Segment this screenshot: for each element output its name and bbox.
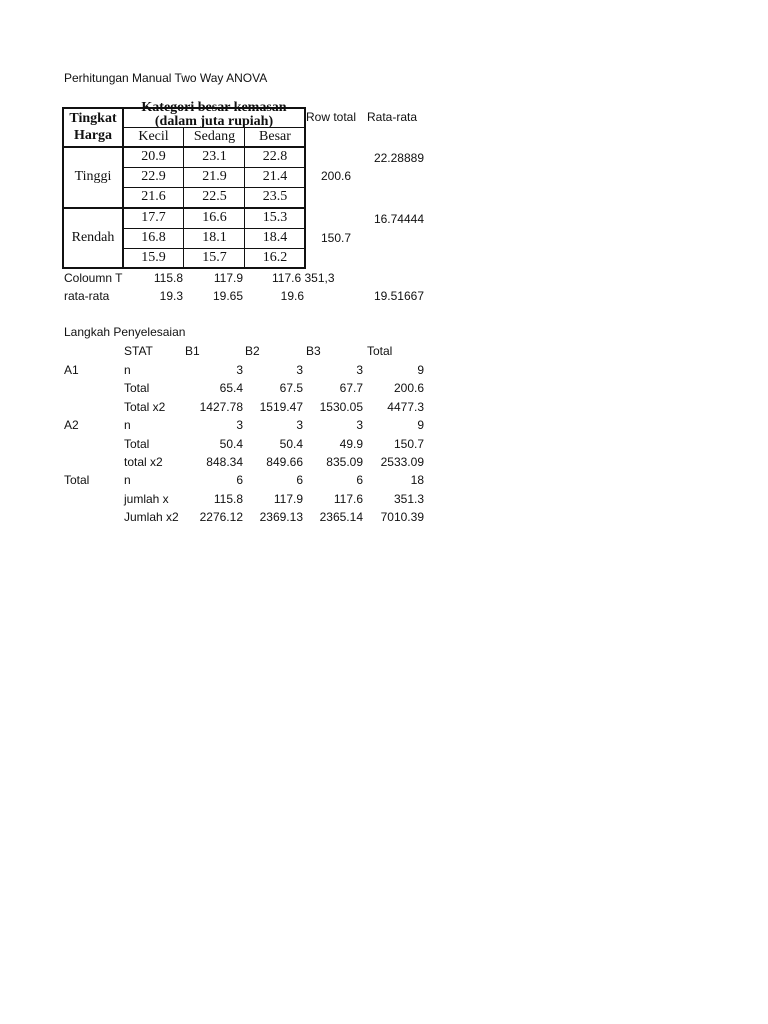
langkah-value: 848.34 bbox=[206, 455, 243, 469]
langkah-value: 6 bbox=[356, 473, 363, 487]
langkah-value: 3 bbox=[236, 363, 243, 377]
table-cell: 16.6 bbox=[202, 210, 227, 225]
table-cell: 15.3 bbox=[262, 210, 288, 225]
langkah-value: 3 bbox=[296, 363, 303, 377]
grand-rata-rata: 19.51667 bbox=[373, 289, 424, 303]
langkah-stat: total x2 bbox=[124, 455, 163, 469]
langkah-value: 2365.14 bbox=[319, 510, 363, 524]
langkah-value: 2276.12 bbox=[199, 510, 243, 524]
table-cell: 21.4 bbox=[262, 169, 288, 184]
header-kecil: Kecil bbox=[138, 129, 169, 144]
rata-row-sedang: 19.65 bbox=[212, 289, 243, 303]
langkah-value: 3 bbox=[296, 418, 303, 432]
table-cell: 23.5 bbox=[262, 189, 288, 204]
table-divider-col1 bbox=[183, 127, 184, 268]
langkah-value: 2369.13 bbox=[259, 510, 303, 524]
table-cell: 18.4 bbox=[262, 230, 288, 245]
langkah-value: 1519.47 bbox=[259, 400, 303, 414]
table-cell: 16.2 bbox=[262, 250, 288, 265]
langkah-value: 67.7 bbox=[339, 381, 363, 395]
langkah-header-stat: STAT bbox=[124, 344, 153, 358]
langkah-value: 6 bbox=[296, 473, 303, 487]
row-total-label: Row total bbox=[306, 110, 357, 124]
header-kategori bbox=[124, 101, 304, 129]
header-harga: Harga bbox=[73, 128, 113, 143]
header-tingkat: Tingkat bbox=[69, 111, 117, 126]
table-cell: 22.5 bbox=[202, 189, 227, 204]
langkah-value: 849.66 bbox=[266, 455, 303, 469]
langkah-value: 1427.78 bbox=[199, 400, 243, 414]
langkah-value: 7010.39 bbox=[380, 510, 424, 524]
table-cell: 18.1 bbox=[202, 230, 227, 245]
langkah-value: 50.4 bbox=[219, 437, 243, 451]
langkah-value: 117.6 bbox=[333, 492, 363, 506]
langkah-stat: n bbox=[124, 418, 131, 432]
table-border-bottom bbox=[62, 267, 306, 269]
langkah-value: 835.09 bbox=[326, 455, 363, 469]
langkah-value: 117.9 bbox=[273, 492, 303, 506]
langkah-header-b3: B3 bbox=[306, 344, 321, 358]
table-cell: 23.1 bbox=[202, 149, 227, 164]
table-cell: 17.7 bbox=[141, 210, 166, 225]
langkah-group: Total bbox=[64, 473, 90, 487]
langkah-header-b2: B2 bbox=[245, 344, 260, 358]
langkah-value: 3 bbox=[356, 418, 363, 432]
langkah-stat: jumlah x bbox=[124, 492, 169, 506]
column-t-kecil: 115.8 bbox=[153, 271, 183, 285]
tinggi-rata-rata: 22.28889 bbox=[373, 151, 424, 165]
rata-row-kecil: 19.3 bbox=[159, 289, 183, 303]
rendah-rata-rata: 16.74444 bbox=[373, 212, 424, 226]
tinggi-row-total: 200.6 bbox=[320, 169, 351, 183]
table-cell: 15.7 bbox=[202, 250, 227, 265]
langkah-value: 65.4 bbox=[219, 381, 243, 395]
langkah-value: 50.4 bbox=[279, 437, 303, 451]
langkah-title: Langkah Penyelesaian bbox=[64, 325, 186, 339]
langkah-value: 3 bbox=[236, 418, 243, 432]
langkah-value: 4477.3 bbox=[387, 400, 424, 414]
column-t-sedang: 117.9 bbox=[213, 271, 243, 285]
header-kategori-line2: (dalam juta rupiah) bbox=[154, 114, 274, 129]
langkah-stat: Total bbox=[124, 381, 150, 395]
langkah-value: 351.3 bbox=[393, 492, 424, 506]
langkah-value: 150.7 bbox=[393, 437, 424, 451]
page-title: Perhitungan Manual Two Way ANOVA bbox=[64, 71, 268, 85]
langkah-value: 115.8 bbox=[213, 492, 243, 506]
langkah-group: A2 bbox=[64, 418, 79, 432]
group-rendah: Rendah bbox=[71, 230, 115, 245]
langkah-stat: n bbox=[124, 473, 131, 487]
table-cell: 16.8 bbox=[141, 230, 166, 245]
table-divider-col2 bbox=[244, 127, 245, 268]
langkah-value: 49.9 bbox=[339, 437, 363, 451]
langkah-value: 18 bbox=[410, 473, 424, 487]
group-tinggi: Tinggi bbox=[74, 169, 112, 184]
table-cell: 22.9 bbox=[141, 169, 166, 184]
langkah-value: 9 bbox=[417, 363, 424, 377]
table-cell: 20.9 bbox=[141, 149, 166, 164]
rendah-row-total: 150.7 bbox=[320, 231, 351, 245]
rata-rata-label: Rata-rata bbox=[367, 110, 418, 124]
langkah-group: A1 bbox=[64, 363, 79, 377]
langkah-stat: Total x2 bbox=[124, 400, 166, 414]
langkah-header-total: Total bbox=[367, 344, 393, 358]
table-cell: 15.9 bbox=[141, 250, 166, 265]
table-cell: 21.6 bbox=[141, 189, 166, 204]
rata-row-besar: 19.6 bbox=[280, 289, 304, 303]
langkah-value: 9 bbox=[417, 418, 424, 432]
rata-row-label: rata-rata bbox=[64, 289, 110, 303]
langkah-value: 2533.09 bbox=[380, 455, 424, 469]
header-tingkat-harga bbox=[64, 110, 122, 144]
langkah-stat: Jumlah x2 bbox=[124, 510, 179, 524]
column-t-besar: 117.6 351,3 bbox=[272, 271, 335, 285]
header-besar: Besar bbox=[259, 129, 291, 144]
langkah-value: 67.5 bbox=[279, 381, 303, 395]
langkah-value: 3 bbox=[356, 363, 363, 377]
header-sedang: Sedang bbox=[193, 129, 236, 144]
table-cell: 21.9 bbox=[202, 169, 227, 184]
langkah-stat: Total bbox=[124, 437, 150, 451]
langkah-value: 6 bbox=[236, 473, 243, 487]
column-t-label: Coloumn T bbox=[64, 271, 123, 285]
langkah-value: 200.6 bbox=[393, 381, 424, 395]
header-kategori-line1: Kategori besar kemasan bbox=[141, 100, 287, 115]
table-border-right bbox=[304, 107, 306, 269]
langkah-value: 1530.05 bbox=[319, 400, 363, 414]
table-cell: 22.8 bbox=[262, 149, 288, 164]
langkah-stat: n bbox=[124, 363, 131, 377]
langkah-header-b1: B1 bbox=[185, 344, 200, 358]
